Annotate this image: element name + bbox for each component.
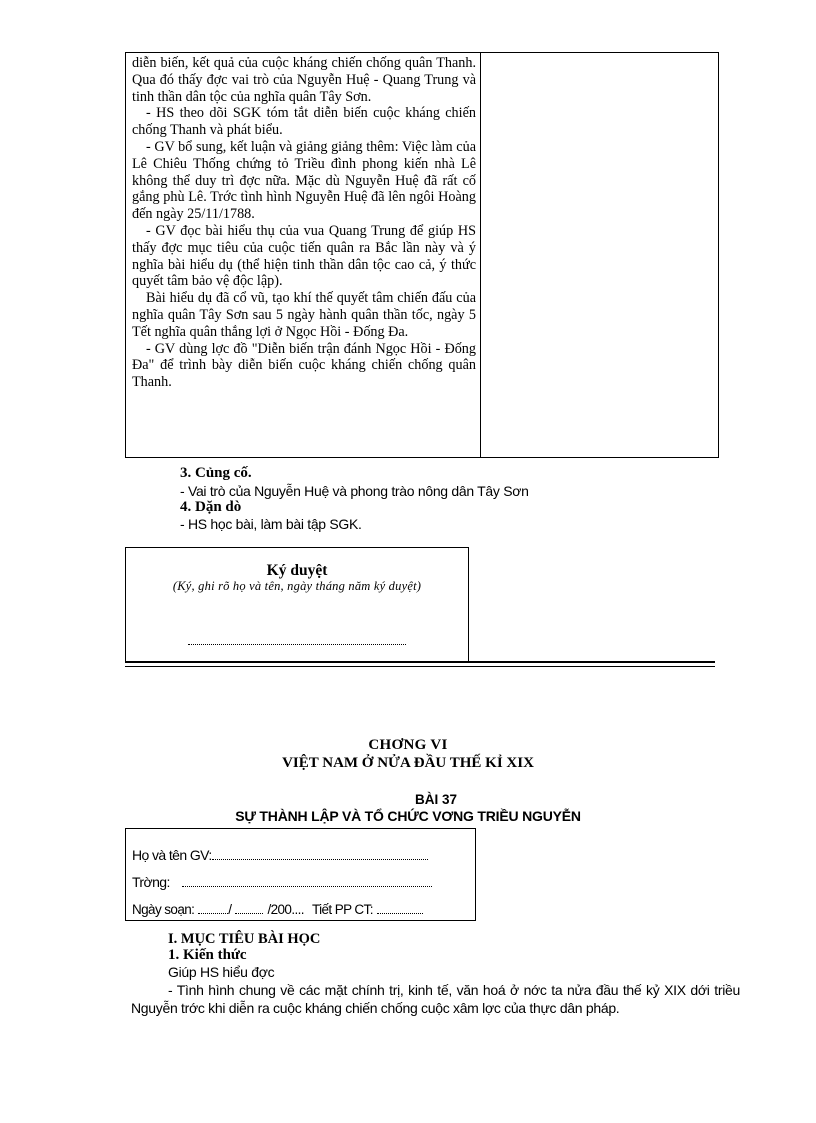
date-month-blank[interactable] xyxy=(235,901,263,914)
knowledge-heading: 1. Kiến thức xyxy=(168,947,247,963)
period-blank[interactable] xyxy=(377,901,423,914)
consolidation-heading: 3. Củng cố. xyxy=(180,465,252,481)
section-divider-thick xyxy=(125,661,715,663)
date-separator: / xyxy=(228,902,232,917)
teacher-student-activities-cell xyxy=(132,55,476,391)
teacher-name-row xyxy=(132,847,428,863)
approval-title: Ký duyệt xyxy=(266,562,328,579)
homework-text: - HS học bài, làm bài tập SGK. xyxy=(180,516,362,532)
activity-paragraph: - GV dùng lợc đồ "Diễn biến trận đánh Ngọc Hồi - Đống Đa" để trình bày diễn biến cuộc kháng chiến chống quân Thanh. xyxy=(132,340,476,391)
date-year: /200.... xyxy=(267,902,304,917)
activity-paragraph: - GV bổ sung, kết luận và giảng giảng thêm: Việc làm của Lê Chiêu Thống chứng tỏ Triều đình phong kiến nhà Lê không thể duy trì đợc nữa. Mặc dù Nguyễn Huệ đã rất cố gắng phù Lê. Trớc tình hình Nguyễn Huệ đã lên ngôi Hoàng đến ngày 25/11/1788. xyxy=(132,138,476,223)
approval-box xyxy=(125,547,469,663)
activity-paragraph: diễn biến, kết quả của cuộc kháng chiến chống quân Thanh. Qua đó thấy đợc vai trò của Nguyễn Huệ - Quang Trung và tinh thần dân tộc của nghĩa quân Tây Sơn. xyxy=(132,55,476,105)
approval-subtitle: (Ký, ghi rõ họ và tên, ngày tháng năm ký duyệt) xyxy=(172,579,422,593)
date-day-blank[interactable] xyxy=(198,901,228,914)
activity-paragraph: - GV đọc bài hiểu thụ của vua Quang Trung để giúp HS thấy đợc mục tiêu của cuộc tiến quân ra Bắc lần này và ý nghĩa bài hiểu dụ (thể hiện tinh thần dân tộc cao cả, ý thức quyết tâm bảo vệ độc lập). xyxy=(132,222,476,290)
table-column-divider xyxy=(480,53,481,457)
teacher-name-blank[interactable] xyxy=(212,847,428,860)
activity-paragraph: - HS theo dõi SGK tóm tắt diễn biến cuộc kháng chiến chống Thanh và phát biểu. xyxy=(132,105,476,139)
lesson-title: SỰ THÀNH LẬP VÀ TỔ CHỨC VƠNG TRIỀU NGUYỄN xyxy=(235,808,581,824)
chapter-title: VIỆT NAM Ở NỬA ĐẦU THẾ KỈ XIX xyxy=(282,755,534,771)
period-label: Tiết PP CT: xyxy=(311,902,373,917)
chapter-number: CHƠNG VI xyxy=(368,737,448,753)
date-label: Ngày soạn: xyxy=(132,902,195,917)
section-divider-thin xyxy=(125,666,715,667)
date-row xyxy=(132,901,423,917)
consolidation-text: - Vai trò của Nguyễn Huệ và phong trào nông dân Tây Sơn xyxy=(180,483,529,499)
school-blank[interactable] xyxy=(182,874,432,887)
objectives-heading: I. MỤC TIÊU BÀI HỌC xyxy=(168,931,321,947)
objectives-intro: Giúp HS hiểu đợc xyxy=(168,964,275,980)
teacher-info-box xyxy=(125,828,476,921)
teacher-name-label: Họ và tên GV: xyxy=(132,847,212,863)
school-row xyxy=(132,874,432,890)
lesson-activity-table xyxy=(125,52,719,458)
activity-paragraph: Bài hiểu dụ đã cổ vũ, tạo khí thế quyết tâm chiến đấu của nghĩa quân Tây Sơn sau 5 ngày hành quân thần tốc, ngày 5 Tết nghĩa quân thắng lợi ở Ngọc Hồi - Đống Đa. xyxy=(132,290,476,340)
objectives-paragraph: - Tình hình chung về các mặt chính trị, kinh tế, văn hoá ở nớc ta nửa đầu thế kỷ XIX dới triều Nguyễn trớc khi diễn ra cuộc kháng chiến chống cuộc xâm lợc của thực dân pháp. xyxy=(131,982,740,1016)
signature-line xyxy=(188,644,406,645)
homework-heading: 4. Dặn dò xyxy=(180,499,242,515)
lesson-number: BÀI 37 xyxy=(414,792,458,807)
school-label: Trờng: xyxy=(132,874,170,890)
